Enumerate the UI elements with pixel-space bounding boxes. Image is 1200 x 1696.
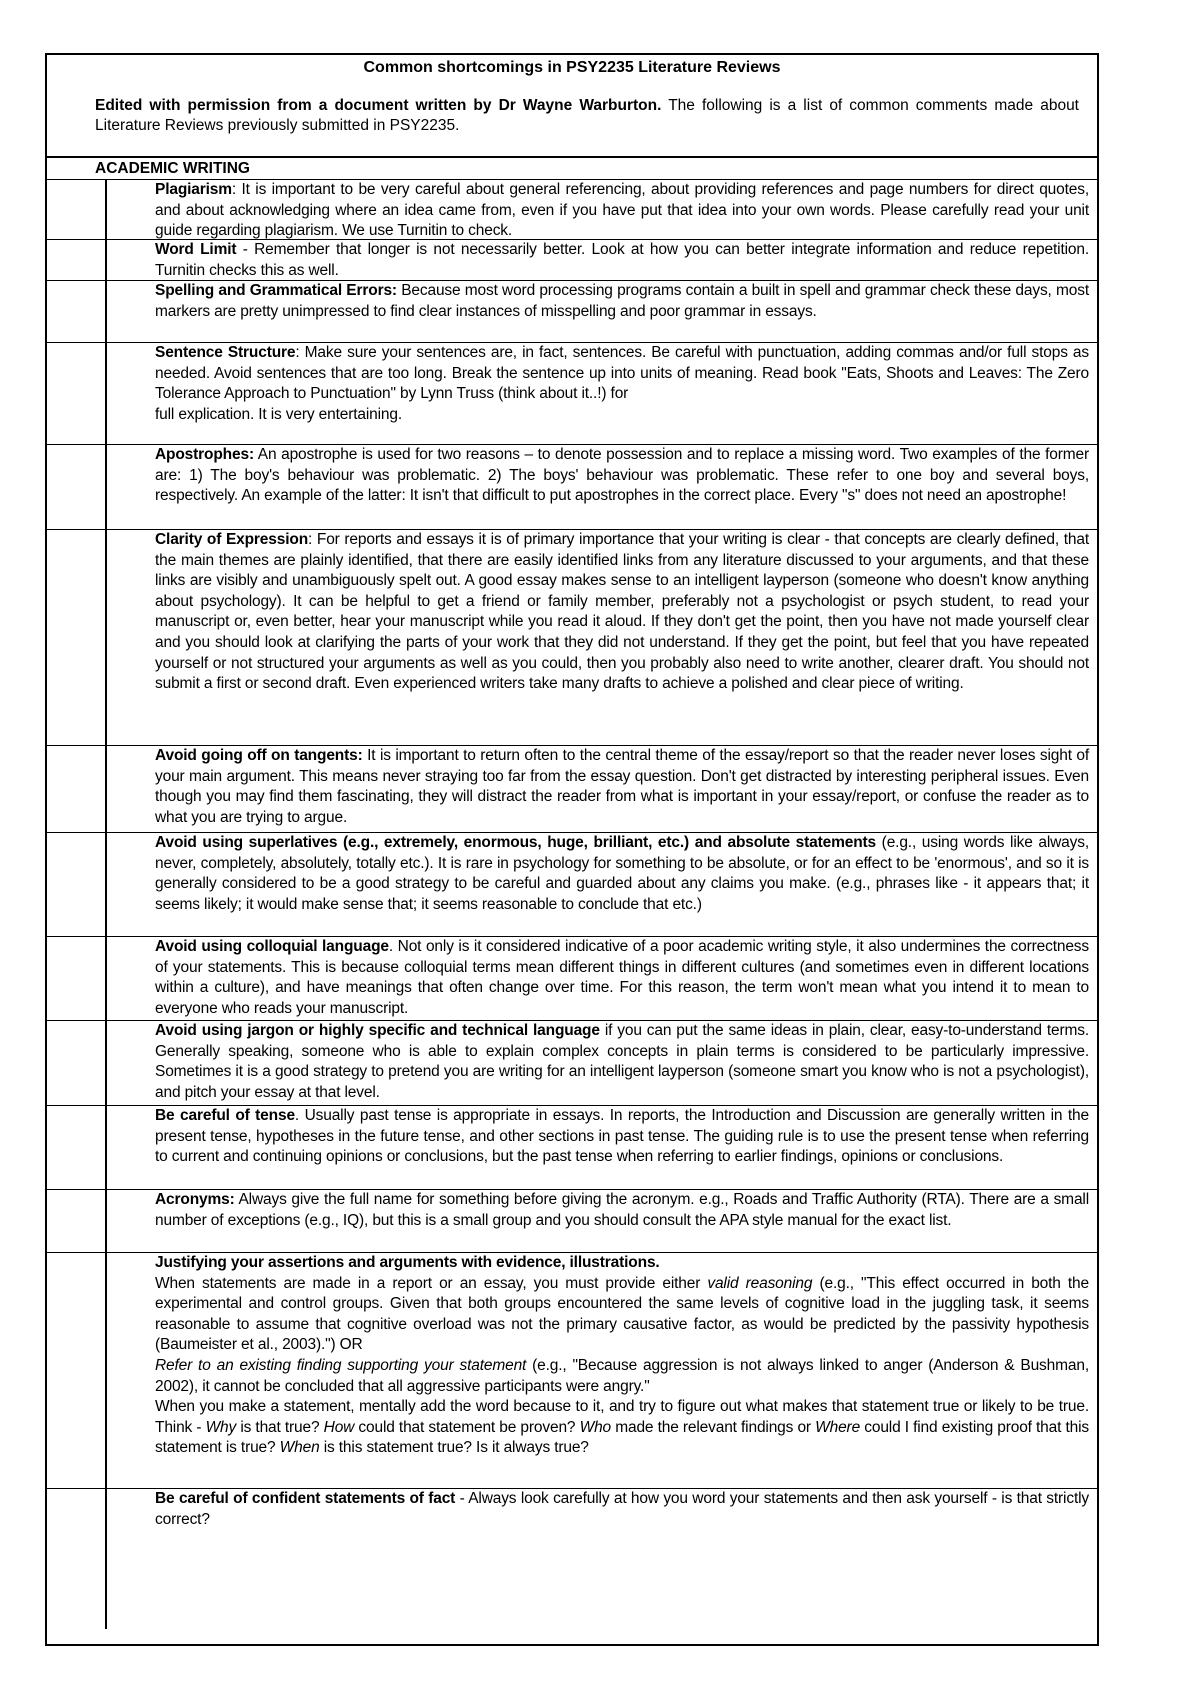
item-paragraph-2: Refer to an existing finding supporting your statement (e.g., "Because aggression is not always linked to anger (Anderson & Bushman, 2002), it cannot be concluded that all aggressive participants were angry." [155,1356,1089,1395]
table-row [47,1489,1097,1629]
item-colloquial [107,937,1097,1020]
item-clarity [107,530,1097,745]
item-label: Justifying your assertions and arguments with evidence, illustrations. [155,1254,660,1271]
item-label: Sentence Structure [155,344,296,361]
table-row [47,1021,1097,1106]
item-text: An apostrophe is used for two reasons – to denote possession and to replace a missing word. Two examples of the former are: 1) The boy's behaviour was problematic. 2) The boys' behaviour was problematic. These refer to one boy and several boys, respectively. An example of the latter: It isn't that difficult to put apostrophes in the correct place. Every "s" does not need an apostrophe! [155,446,1089,505]
item-label: Clarity of Expression [155,531,309,548]
item-label: Avoid using superlatives (e.g., extremely, enormous, huge, brilliant, etc.) and absolute statements [155,834,877,851]
item-label: Avoid going off on tangents: [155,747,363,764]
item-label: Word Limit [155,241,237,258]
item-text: . Not only is it considered indicative of a poor academic writing style, it also undermines the correctness of your statements. This is because colloquial terms mean different things in different cultures (and sometimes even in different locations within a culture), and have meanings that often change over time. For this reason, the term won't mean what you intend it to mean to everyone who reads your manuscript. [155,938,1089,1017]
item-label: Plagiarism [155,181,232,198]
table-row [47,1190,1097,1253]
item-label: Apostrophes: [155,446,254,463]
item-text-continued: full explication. It is very entertaining. [155,405,402,423]
item-spelling [107,281,1097,342]
item-word-limit [107,240,1097,280]
intro-text: The following is a list of common comments made about Literature Reviews previously submitted in PSY2235. [95,97,1079,134]
table-row [47,343,1097,445]
document-title: Common shortcomings in PSY2235 Literature Reviews [363,59,781,76]
item-text: - Remember that longer is not necessarily better. Look at how you can better integrate information and reduce repetition. Turnitin checks this as well. [155,241,1089,279]
item-text: : It is important to be very careful about general referencing, about providing references and page numbers for direct quotes, and about acknowledging where an idea came from, even if you have put that idea into your own words. Please carefully read your unit guide regarding plagiarism. We use Turnitin to check. [155,181,1089,240]
items-list [47,180,1097,1644]
item-text: Because most word processing programs contain a built in spell and grammar check these days, most markers are pretty unimpressed to find clear instances of misspelling and poor grammar in essays. [155,282,1089,320]
item-jargon [107,1021,1097,1105]
item-superlatives [107,833,1097,936]
item-justifying [107,1253,1097,1488]
item-label: Acronyms: [155,1191,235,1208]
table-row [47,937,1097,1021]
document-table [45,53,1099,1646]
item-text: : For reports and essays it is of primary importance that your writing is clear - that concepts are clearly defined, that the main themes are plainly identified, that there are easily identified links from any literature discussed to your arguments, and that these links are visibly and unambiguously spelt out. A good essay makes sense to an intelligent layperson (someone who doesn't know anything about psychology). It can be helpful to get a friend or family member, preferably not a psychologist or psych student, to read your manuscript or, even better, hear your manuscript while you read it aloud. If they don't get the point, then you have not made yourself clear and you should look at clarifying the parts of your work that they did not understand. If they get the point, but feel that you have repeated yourself or not structured your arguments as well as you could, then you probably also need to write another, clearer draft. You should not submit a first or second draft. Even experienced writers take many drafts to achieve a polished and clear piece of writing. [155,531,1089,693]
table-row [47,833,1097,937]
table-row [47,180,1097,240]
item-text: It is important to return often to the central theme of the essay/report so that the reader never loses sight of your main argument. This means never straying too far from the essay question. Don't get distracted by interesting peripheral issues. Even though you may find them fascinating, they will distract the reader from what is important in your essay/report, or confuse the reader as to what you are trying to argue. [155,747,1089,826]
item-label: Be careful of tense [155,1107,295,1124]
item-text: if you can put the same ideas in plain, clear, easy-to-understand terms. Generally speaking, someone who is able to explain complex concepts in plain terms is considered to be particularly impressive. Sometimes it is a good strategy to pretend you are writing for an intelligent layperson (someone smart you know who is not a psychologist), and pitch your essay at that level. [155,1022,1089,1101]
table-row [47,1106,1097,1190]
item-label: Be careful of confident statements of fact [155,1490,456,1507]
item-tangents [107,746,1097,832]
item-tense [107,1106,1097,1189]
table-row [47,240,1097,281]
item-confident-statements [107,1489,1097,1629]
table-row [47,530,1097,746]
item-apostrophes [107,445,1097,529]
item-label: Spelling and Grammatical Errors: [155,282,397,299]
item-sentence-structure [107,343,1097,444]
table-row [47,281,1097,343]
section-heading: ACADEMIC WRITING [47,158,1097,180]
item-acronyms [107,1190,1097,1252]
table-row [47,1253,1097,1489]
item-text: - Always look carefully at how you word your statements and then ask yourself - is that strictly correct? [155,1490,1089,1528]
table-row [47,445,1097,530]
item-paragraph-1: When statements are made in a report or an essay, you must provide either valid reasoning (e.g., "This effect occurred in both the experimental and control groups. Given that both groups encountered the same levels of cognitive load in the juggling task, it seems reasonable to assume that cognitive overload was not the primary causative factor, as would be predicted by the passivity hypothesis (Baumeister et al., 2003).") OR [155,1274,1089,1354]
item-text: (e.g., using words like always, never, completely, absolutely, totally etc.). It is rare in psychology for something to be absolute, or for an effect to be 'enormous', and so it is generally considered to be a good strategy to be careful and guarded about any claims you make. (e.g., phrases like - it appears that; it seems likely; it would make sense that; it seems reasonable to conclude that etc.) [155,834,1089,913]
document-header [47,55,1097,158]
table-row [47,746,1097,833]
item-label: Avoid using jargon or highly specific and technical language [155,1022,600,1039]
item-text: : Make sure your sentences are, in fact, sentences. Be careful with punctuation, adding commas and/or full stops as needed. Avoid sentences that are too long. Break the sentence up into units of meaning. Read book "Eats, Shoots and Leaves: The Zero Tolerance Approach to Punctuation" by Lynn Truss (think about it..!) for [155,344,1089,403]
item-text: Always give the full name for something before giving the acronym. e.g., Roads and Traffic Authority (RTA). There are a small number of exceptions (e.g., IQ), but this is a small group and you should consult the APA style manual for the exact list. [155,1191,1089,1229]
intro-credit: Edited with permission from a document written by Dr Wayne Warburton. [95,97,662,114]
item-paragraph-3: When you make a statement, mentally add the word because to it, and try to figure out what makes that statement true or likely to be true. Think - Why is that true? How could that statement be proven? Who made the relevant findings or Where could I find existing proof that this statement is true? When is this statement true? Is it always true? [155,1398,1089,1457]
intro-paragraph [95,96,1079,136]
item-label: Avoid using colloquial language [155,938,389,955]
item-text: . Usually past tense is appropriate in essays. In reports, the Introduction and Discussion are generally written in the present tense, hypotheses in the future tense, and other sections in past tense. The guiding rule is to use the present tense when referring to current and continuing opinions or conclusions, but the past tense when referring to earlier findings, opinions or conclusions. [155,1107,1089,1166]
item-plagiarism [107,180,1097,239]
